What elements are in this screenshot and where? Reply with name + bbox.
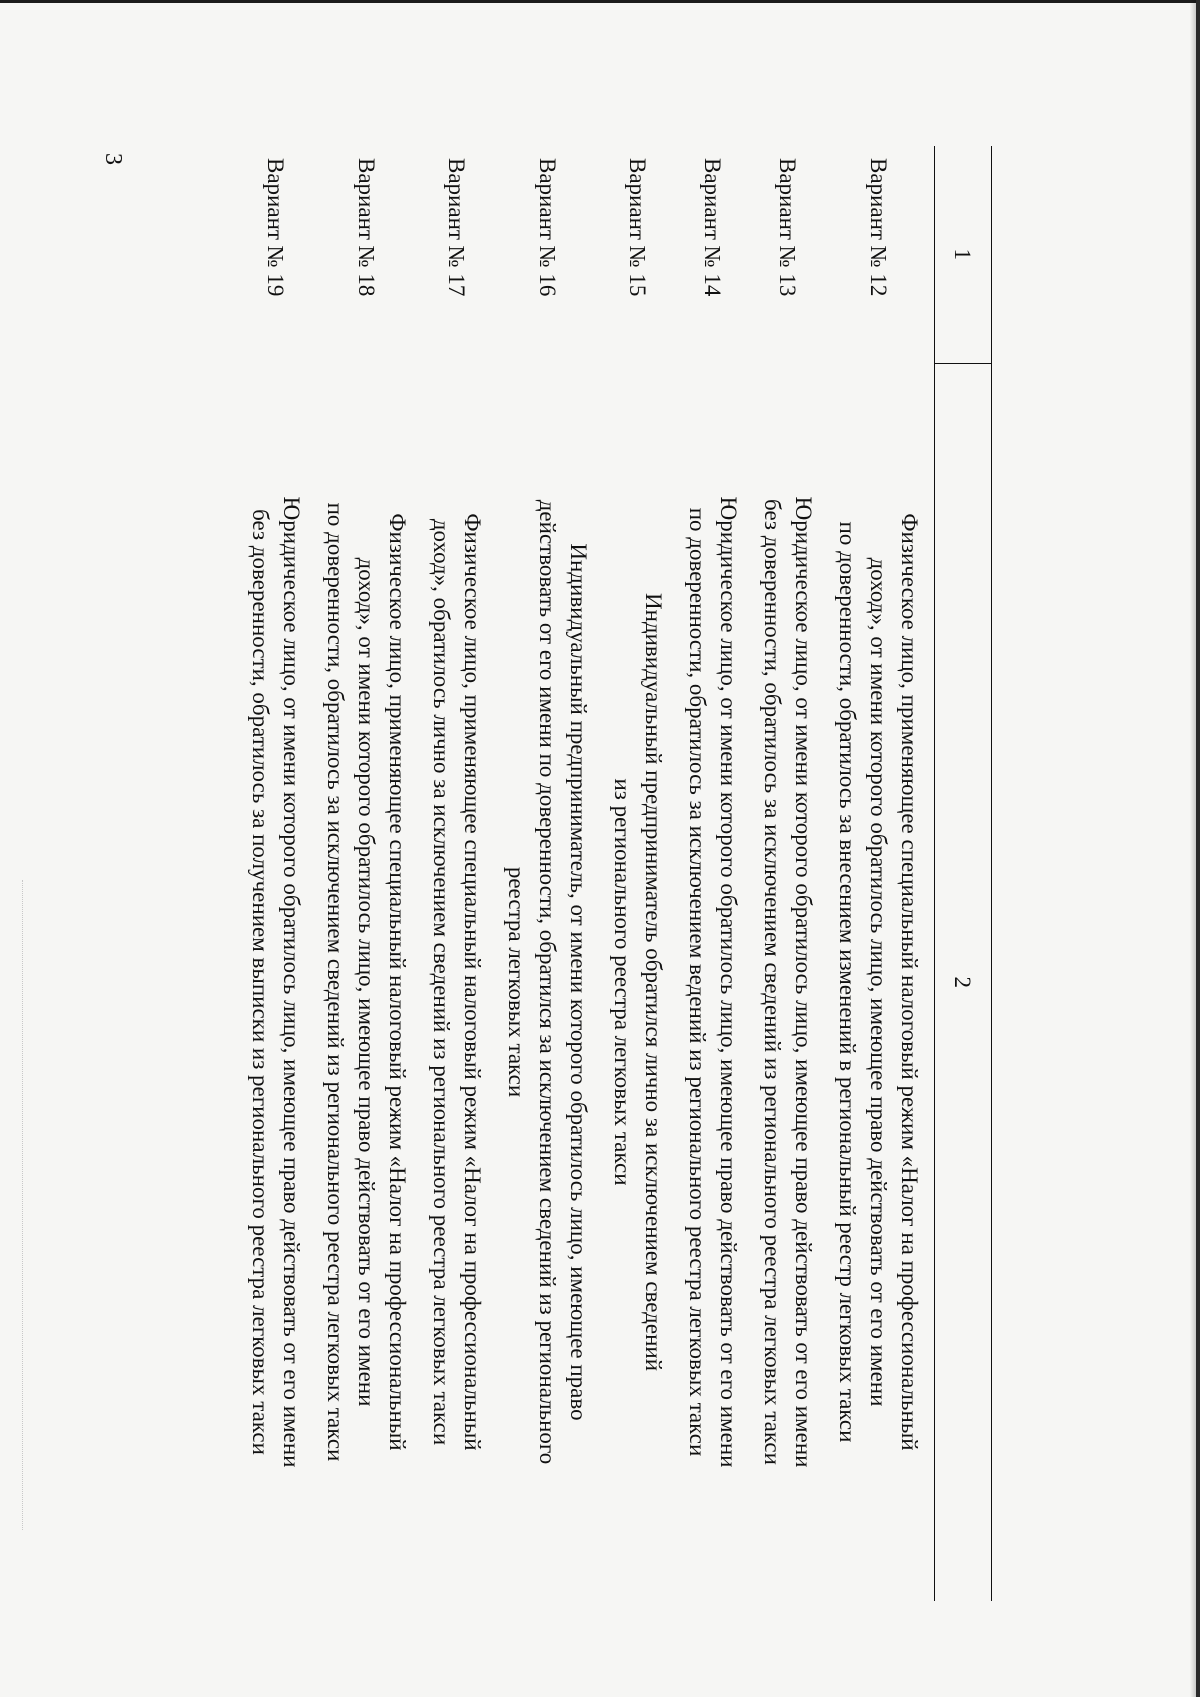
variant-label: Вариант № 16: [535, 158, 560, 297]
variant-label: Вариант № 18: [354, 158, 379, 297]
description-line: Физическое лицо, применяющее специальный налоговый режим «Налог на профессиональный: [460, 513, 485, 1451]
variant-description: [753, 363, 828, 1601]
variant-description: [678, 363, 753, 1601]
rotated-table-block: [202, 146, 992, 1601]
variant-label: Вариант № 19: [263, 158, 289, 297]
column-header-2: 2: [935, 363, 992, 1601]
description-line: по доверенности, обратилось за исключением сведений из регионального реестра легковых такси: [323, 502, 348, 1462]
description-line: без доверенности, обратилось за исключением сведений из регионального реестра легковых такси: [760, 499, 785, 1465]
table-row: [603, 146, 678, 1601]
scan-top-edge: [0, 0, 1200, 3]
description-line: доход», от имени которого обратилось лицо, имеющее право действовать от его имени: [866, 557, 891, 1407]
variant-description: [603, 363, 678, 1601]
variant-description: [241, 363, 316, 1601]
description-line: по доверенности, обратилось за внесением изменений в региональный реестр легковых такси: [835, 521, 860, 1443]
variants-table: [241, 146, 992, 1601]
description-line: без доверенности, обратилось за получением выписки из регионального реестра легковых такси: [248, 509, 273, 1455]
table-row: [422, 146, 497, 1601]
variant-description: [316, 363, 422, 1601]
description-line: Индивидуальный предприниматель обратился лично за исключением сведений: [641, 592, 666, 1372]
table-row: [828, 146, 935, 1601]
table-row: [753, 146, 828, 1601]
description-line: Юридическое лицо, от имени которого обратилось лицо, имеющее право действовать от его имени: [279, 496, 304, 1468]
description-line: Юридическое лицо, от имени которого обратилось лицо, имеющее право действовать от его имени: [791, 496, 816, 1468]
scan-left-dots: [22, 880, 23, 1530]
table-header-row: [935, 146, 992, 1601]
column-header-1: 1: [935, 146, 992, 363]
variant-label: Вариант № 17: [444, 158, 470, 297]
description-line: по доверенности, обратилось за исключением ведений из регионального реестра легковых такси: [685, 507, 710, 1457]
description-line: Юридическое лицо, от имени которого обратилось лицо, имеющее право действовать от его имени: [716, 496, 741, 1468]
variant-label: Вариант № 13: [775, 158, 801, 297]
description-line: доход», обратилось лично за исключением сведений из регионального реестра легковых такси: [429, 518, 454, 1446]
variant-label: Вариант № 12: [866, 158, 891, 297]
description-line: Физическое лицо, применяющее специальный налоговый режим «Налог на профессиональный: [385, 513, 410, 1451]
description-line: доход», от имени которого обратилось лицо, имеющее право действовать от его имени: [354, 557, 379, 1407]
page-number: 3: [100, 153, 126, 165]
table-row: [497, 146, 603, 1601]
scan-right-edge: [1196, 0, 1200, 1697]
variant-description: [422, 363, 497, 1601]
variant-label: Вариант № 14: [700, 158, 726, 297]
table-row: [241, 146, 316, 1601]
variant-label: Вариант № 15: [625, 158, 651, 297]
variant-description: [497, 363, 603, 1601]
description-line: действовать от его имени по доверенности, обратился за исключением сведений из регионального: [535, 499, 560, 1465]
description-line: из регионального реестра легковых такси: [610, 778, 635, 1186]
variant-description: [828, 363, 935, 1601]
table-row: [678, 146, 753, 1601]
description-line: реестра легковых такси: [504, 866, 529, 1098]
table-row: [316, 146, 422, 1601]
description-line: Индивидуальный предприниматель, от имени которого обратилось лицо, имеющее право: [566, 543, 591, 1421]
description-line: Физическое лицо, применяющее специальный налоговый режим «Налог на профессиональный: [897, 513, 922, 1451]
